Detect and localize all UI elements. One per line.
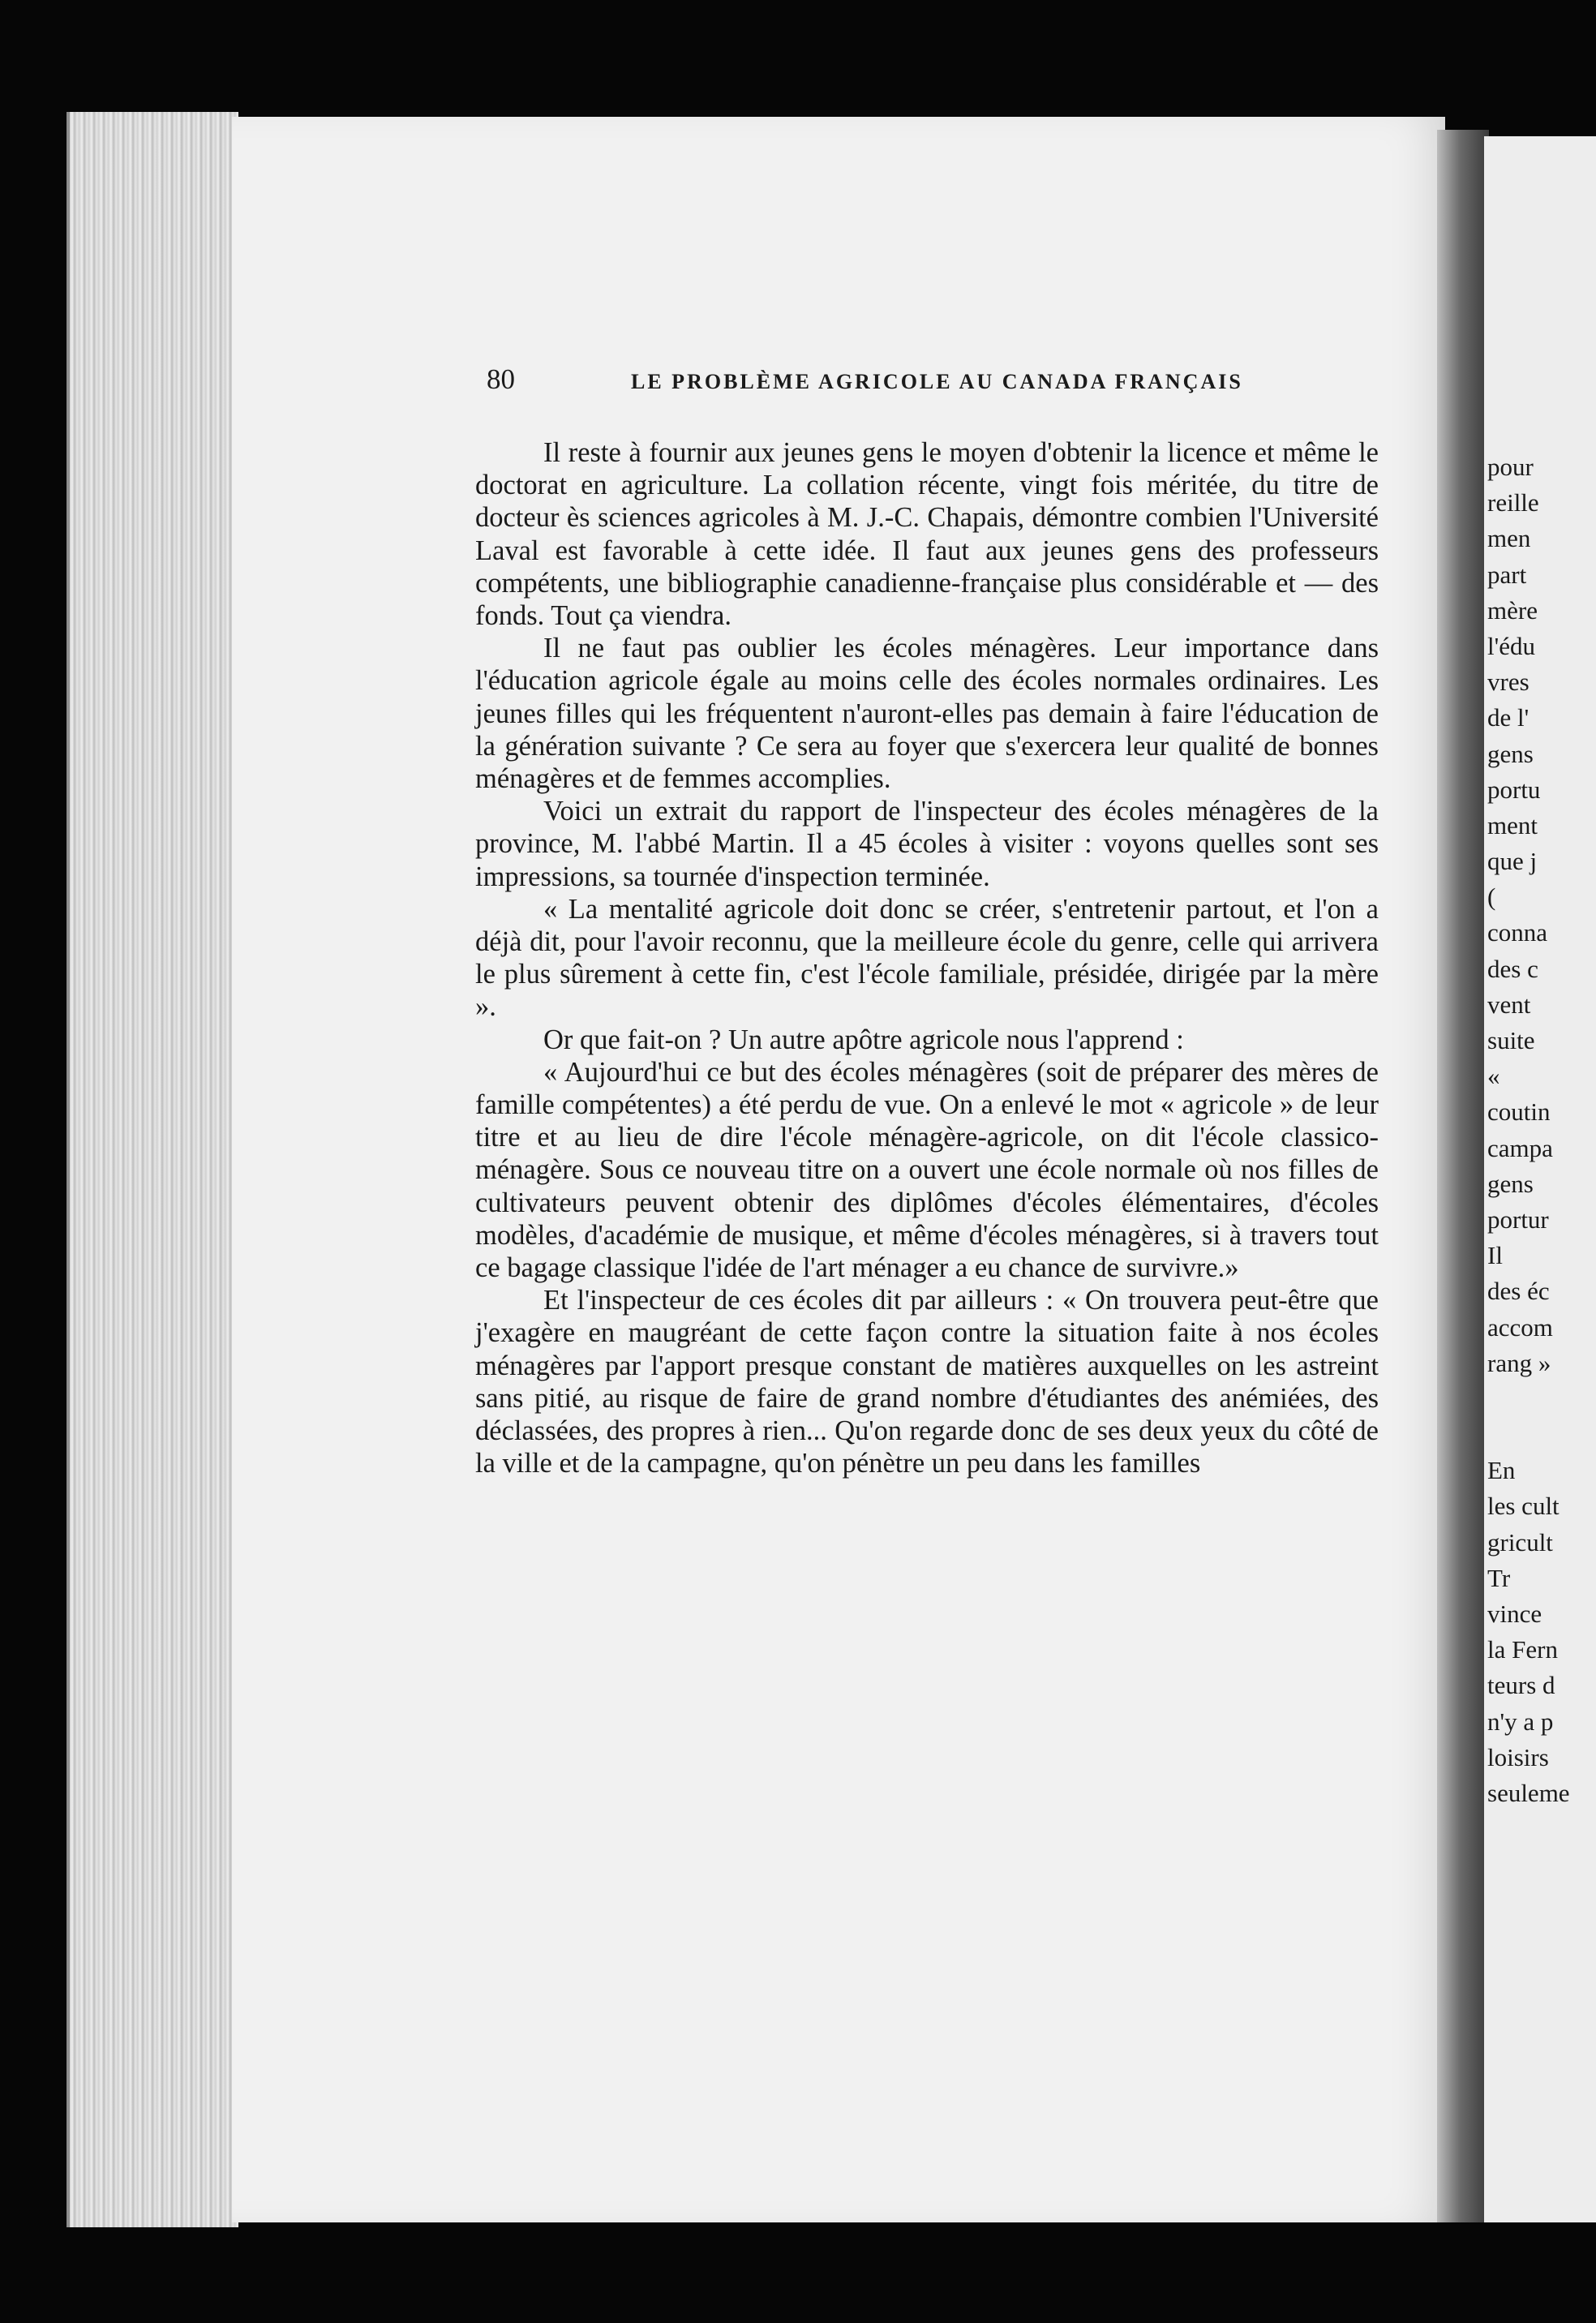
facing-page-line: [1487, 1381, 1596, 1417]
facing-page-line: part: [1487, 560, 1527, 589]
facing-page-line: vent: [1487, 990, 1531, 1019]
paragraph: Et l'inspecteur de ces écoles dit par ailleurs : « On trouvera peut-être que j'exagère en maugréant de cette façon contre la situation faite à nos écoles ménagères par l'apport presque constant de matières auxquelles on les astreint sans pitié, au risque de faire de grand nombre d'étudiantes des anémiées, des déclassées, des propres à rien... Qu'on regarde donc de ses deux yeux du côté de la ville et de la campagne, qu'on pénètre un peu dans les familles: [475, 1285, 1379, 1479]
facing-page-line: que j: [1487, 847, 1538, 876]
facing-page-line: vres: [1487, 668, 1530, 697]
facing-page-line: accom: [1487, 1312, 1553, 1342]
book-page-edges: [66, 112, 238, 2227]
book-gutter: [1437, 130, 1489, 2222]
facing-page-line: (: [1487, 882, 1496, 912]
facing-page-line: gens: [1487, 1169, 1534, 1198]
paragraph: « Aujourd'hui ce but des écoles ménagères (soit de préparer des mères de famille compétentes) a été perdu de vue. On a enlevé le mot « agricole » de leur titre et au lieu de dire l'école ménagère-agricole, on dit l'école classico-ménagère. Sous ce nouveau titre on a ouvert une école normale où nos filles de cultivateurs peuvent obtenir des diplômes d'écoles élémentaires, d'écoles modèles, d'académie de musique, et même d'écoles ménagères, si à travers tout ce bagage classique l'idée de l'art ménager a eu chance de survivre.»: [475, 1056, 1379, 1284]
paragraph: Il reste à fournir aux jeunes gens le moyen d'obtenir la licence et même le doctorat en agriculture. La collation récente, vingt fois méritée, du titre de docteur ès sciences agricoles à M. J.-C. Chapais, démontre combien l'Université Laval est favorable à cette idée. Il faut aux jeunes gens des professeurs compétents, une bibliographie canadienne-française plus considérable et — des fonds. Tout ça viendra.: [475, 437, 1379, 632]
facing-page-line: de l': [1487, 703, 1530, 732]
paragraph: Or que fait-on ? Un autre apôtre agricole nous l'apprend :: [543, 1024, 1184, 1055]
facing-page-text: [1487, 449, 1596, 1811]
paragraph: Voici un extrait du rapport de l'inspecteur des écoles ménagères de la province, M. l'abbé Martin. Il a 45 écoles à visiter : voyons quelles sont ses impressions, sa tournée d'inspection terminée.: [475, 796, 1379, 892]
facing-page-line: mère: [1487, 595, 1538, 625]
running-title: LE PROBLÈME AGRICOLE AU CANADA FRANÇAIS: [631, 370, 1243, 393]
facing-page-line: suite: [1487, 1026, 1535, 1054]
facing-page-line: des c: [1487, 954, 1538, 983]
facing-page-line: vince: [1487, 1599, 1542, 1628]
page-number: 80: [487, 363, 515, 395]
facing-page-line: Tr: [1487, 1563, 1511, 1592]
facing-page-line: portur: [1487, 1204, 1549, 1234]
facing-page-line: seuleme: [1487, 1778, 1570, 1807]
facing-page-line: ment: [1487, 810, 1538, 839]
facing-page-line: coutin: [1487, 1097, 1551, 1127]
facing-page-line: [1487, 1417, 1596, 1453]
facing-page-line: gens: [1487, 739, 1534, 768]
facing-page-line: n'y a p: [1487, 1707, 1554, 1736]
facing-page-line: conna: [1487, 918, 1548, 947]
facing-page: [1484, 136, 1596, 2222]
facing-page-line: «: [1487, 1062, 1500, 1091]
facing-page-line: Il: [1487, 1241, 1503, 1270]
body-text: [475, 436, 1379, 1480]
facing-page-line: gricult: [1487, 1527, 1553, 1557]
paragraph: « La mentalité agricole doit donc se créer, s'entretenir partout, et l'on a déjà dit, pour l'avoir reconnu, que la meilleure école du genre, celle qui arrivera le plus sûrement à cette fin, c'est l'école familiale, présidée, dirigée par la mère ».: [475, 893, 1379, 1023]
facing-page-line: pour: [1487, 453, 1534, 481]
paragraph: Il ne faut pas oublier les écoles ménagères. Leur importance dans l'éducation agricole égale au moins celle des écoles normales ordinaires. Les jeunes filles qui les fréquentent n'auront-elles pas demain à faire l'éducation de la génération suivante ? Ce sera au foyer que s'exercera leur qualité de bonnes ménagères et de femmes accomplies.: [475, 633, 1379, 795]
facing-page-line: les cult: [1487, 1492, 1560, 1521]
facing-page-line: l'édu: [1487, 631, 1535, 660]
facing-page-line: des éc: [1487, 1277, 1550, 1306]
facing-page-line: portu: [1487, 775, 1541, 804]
facing-page-line: teurs d: [1487, 1671, 1555, 1700]
facing-page-line: men: [1487, 524, 1531, 553]
facing-page-line: En: [1487, 1456, 1516, 1485]
facing-page-line: rang »: [1487, 1348, 1551, 1377]
facing-page-line: campa: [1487, 1133, 1553, 1162]
facing-page-line: loisirs: [1487, 1742, 1549, 1771]
facing-page-line: reille: [1487, 488, 1539, 517]
facing-page-line: la Fern: [1487, 1635, 1558, 1664]
